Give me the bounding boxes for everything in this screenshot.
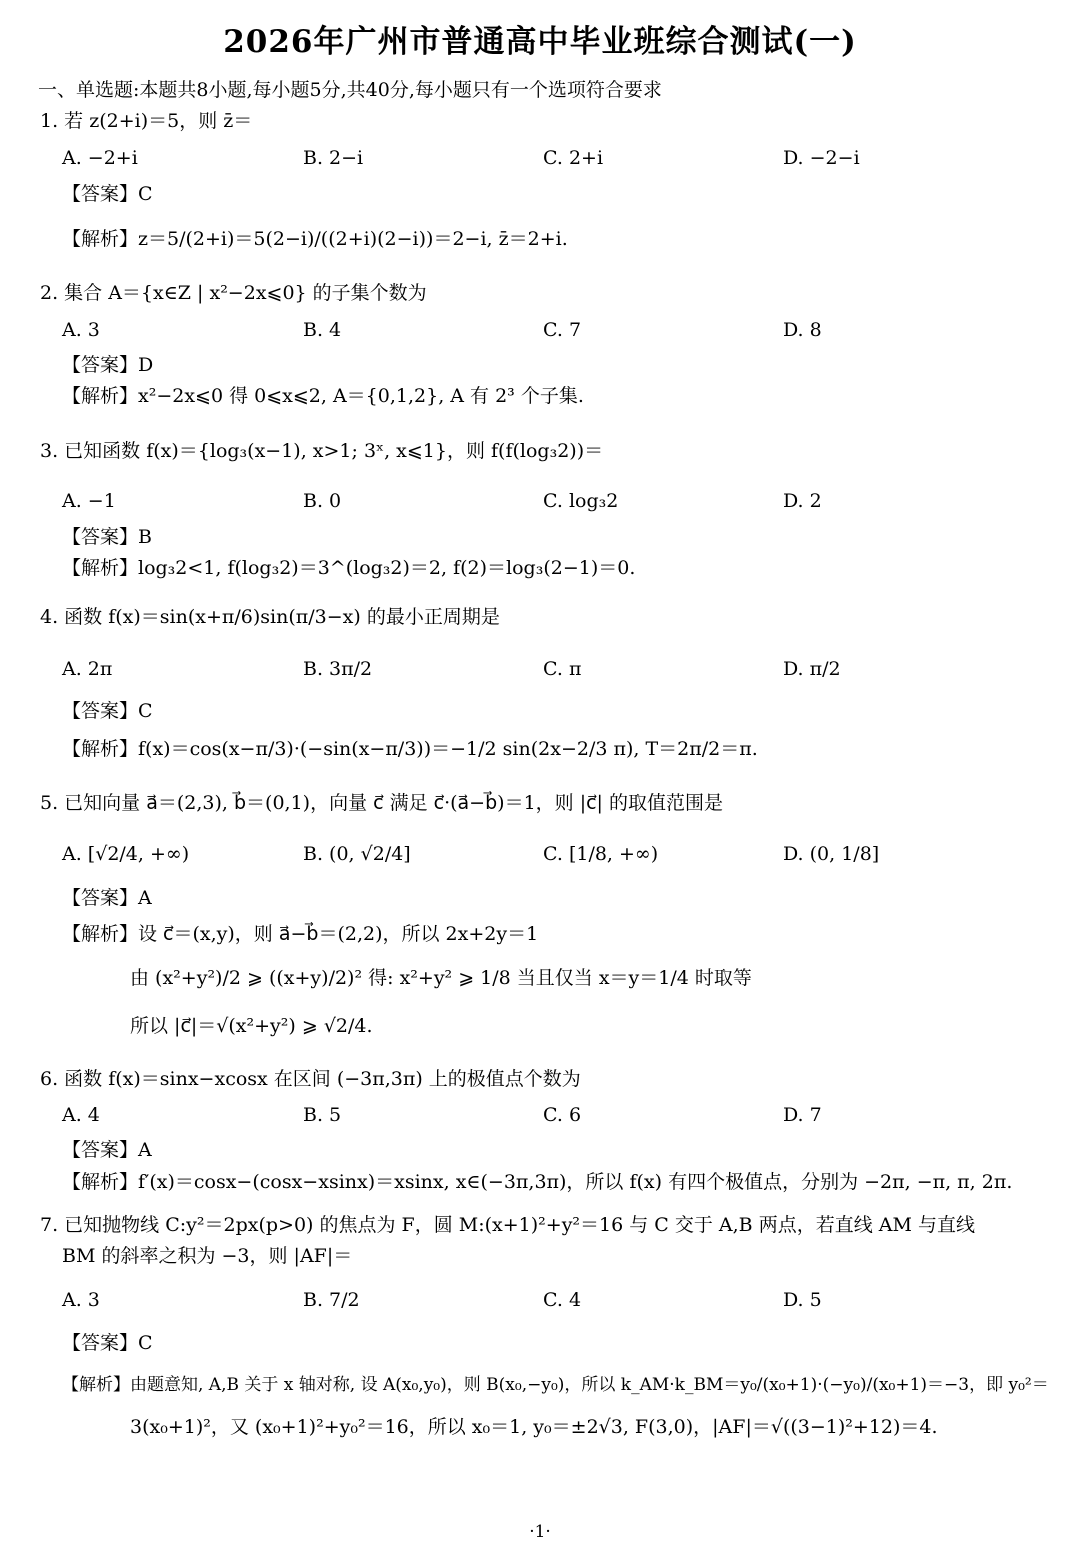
q3-option-a: A. −1: [62, 490, 116, 512]
question-6-stem: 6. 函数 f(x)＝sinx−xcosx 在区间 (−3π,3π) 上的极值点个数为: [40, 1068, 581, 1090]
question-1-stem: 1. 若 z(2+i)＝5，则 z̄＝: [40, 110, 253, 132]
question-7-stem: 7. 已知抛物线 C:y²＝2px(p>0) 的焦点为 F，圆 M:(x+1)²+y²＝16 与 C 交于 A,B 两点，若直线 AM 与直线: [40, 1214, 975, 1236]
q6-solution: 【解析】f′(x)＝cosx−(cosx−xsinx)＝xsinx, x∈(−3π,3π)，所以 f(x) 有四个极值点，分别为 −2π, −π, π, 2π.: [62, 1171, 1013, 1193]
q2-option-b: B. 4: [303, 319, 342, 341]
q1-option-c: C. 2+i: [543, 147, 604, 169]
q3-option-d: D. 2: [783, 490, 822, 512]
q7-option-c: C. 4: [543, 1289, 582, 1311]
question-5-stem: 5. 已知向量 a⃗＝(2,3), b⃗＝(0,1)，向量 c⃗ 满足 c⃗·(a⃗−b⃗)＝1，则 |c⃗| 的取值范围是: [40, 792, 723, 814]
q5-solution-line-1: 【解析】设 c⃗＝(x,y)，则 a⃗−b⃗＝(2,2)，所以 2x+2y＝1: [62, 923, 539, 945]
q1-option-a: A. −2+i: [62, 147, 138, 169]
q2-option-a: A. 3: [62, 319, 100, 341]
q1-answer: 【答案】C: [62, 183, 153, 205]
q4-answer: 【答案】C: [62, 700, 153, 722]
exam-title: 2026年广州市普通高中毕业班综合测试(一): [223, 24, 857, 60]
q4-option-d: D. π/2: [783, 658, 841, 680]
q6-option-c: C. 6: [543, 1104, 582, 1126]
question-4-stem: 4. 函数 f(x)＝sin(x+π/6)sin(π/3−x) 的最小正周期是: [40, 606, 500, 628]
section-heading: 一、单选题:本题共8小题,每小题5分,共40分,每小题只有一个选项符合要求: [38, 79, 662, 101]
q5-option-c: C. [1/8, +∞): [543, 843, 659, 865]
q7-option-b: B. 7/2: [303, 1289, 360, 1311]
q4-option-a: A. 2π: [62, 658, 113, 680]
q5-solution-line-3: 所以 |c⃗|＝√(x²+y²) ⩾ √2/4.: [130, 1015, 373, 1037]
q6-option-b: B. 5: [303, 1104, 342, 1126]
q3-option-c: C. log₃2: [543, 490, 619, 512]
q4-option-b: B. 3π/2: [303, 658, 373, 680]
q7-solution-line-1: 【解析】由题意知, A,B 关于 x 轴对称, 设 A(x₀,y₀)，则 B(x₀,−y₀)，所以 k_AM·k_BM＝y₀/(x₀+1)·(−y₀)/(x₀+1)＝−3，即 y₀²＝: [62, 1375, 1049, 1395]
q5-option-a: A. [√2/4, +∞): [62, 843, 190, 865]
q5-answer: 【答案】A: [62, 887, 152, 909]
q7-option-d: D. 5: [783, 1289, 822, 1311]
q2-option-d: D. 8: [783, 319, 822, 341]
page-number: ·1·: [529, 1522, 551, 1542]
q5-solution-line-2: 由 (x²+y²)/2 ⩾ ((x+y)/2)² 得: x²+y² ⩾ 1/8 当且仅当 x＝y＝1/4 时取等: [130, 967, 752, 989]
q7-answer: 【答案】C: [62, 1332, 153, 1354]
q7-option-a: A. 3: [62, 1289, 100, 1311]
question-7-stem-cont: BM 的斜率之积为 −3，则 |AF|＝: [62, 1245, 353, 1267]
q6-option-d: D. 7: [783, 1104, 822, 1126]
q3-solution: 【解析】log₃2<1, f(log₃2)＝3^(log₃2)＝2, f(2)＝log₃(2−1)＝0.: [62, 557, 636, 579]
q3-option-b: B. 0: [303, 490, 342, 512]
q5-option-b: B. (0, √2/4]: [303, 843, 411, 865]
q3-answer: 【答案】B: [62, 526, 152, 548]
q1-option-d: D. −2−i: [783, 147, 860, 169]
q5-option-d: D. (0, 1/8]: [783, 843, 880, 865]
q4-solution: 【解析】f(x)＝cos(x−π/3)·(−sin(x−π/3))＝−1/2 sin(2x−2/3 π), T＝2π/2＝π.: [62, 738, 758, 760]
question-2-stem: 2. 集合 A＝{x∈Z | x²−2x⩽0} 的子集个数为: [40, 282, 427, 304]
q6-answer: 【答案】A: [62, 1139, 152, 1161]
q2-solution: 【解析】x²−2x⩽0 得 0⩽x⩽2, A＝{0,1,2}, A 有 2³ 个子集.: [62, 385, 584, 407]
q6-option-a: A. 4: [62, 1104, 100, 1126]
q2-option-c: C. 7: [543, 319, 582, 341]
q2-answer: 【答案】D: [62, 354, 154, 376]
q7-solution-line-2: 3(x₀+1)²，又 (x₀+1)²+y₀²＝16，所以 x₀＝1, y₀＝±2√3, F(3,0)，|AF|＝√((3−1)²+12)＝4.: [130, 1416, 938, 1438]
q4-option-c: C. π: [543, 658, 582, 680]
question-3-stem: 3. 已知函数 f(x)＝{log₃(x−1), x>1; 3ˣ, x⩽1}，则 f(f(log₃2))＝: [40, 440, 604, 462]
q1-option-b: B. 2−i: [303, 147, 364, 169]
q1-solution: 【解析】z＝5/(2+i)＝5(2−i)/((2+i)(2−i))＝2−i, z̄＝2+i.: [62, 228, 568, 250]
